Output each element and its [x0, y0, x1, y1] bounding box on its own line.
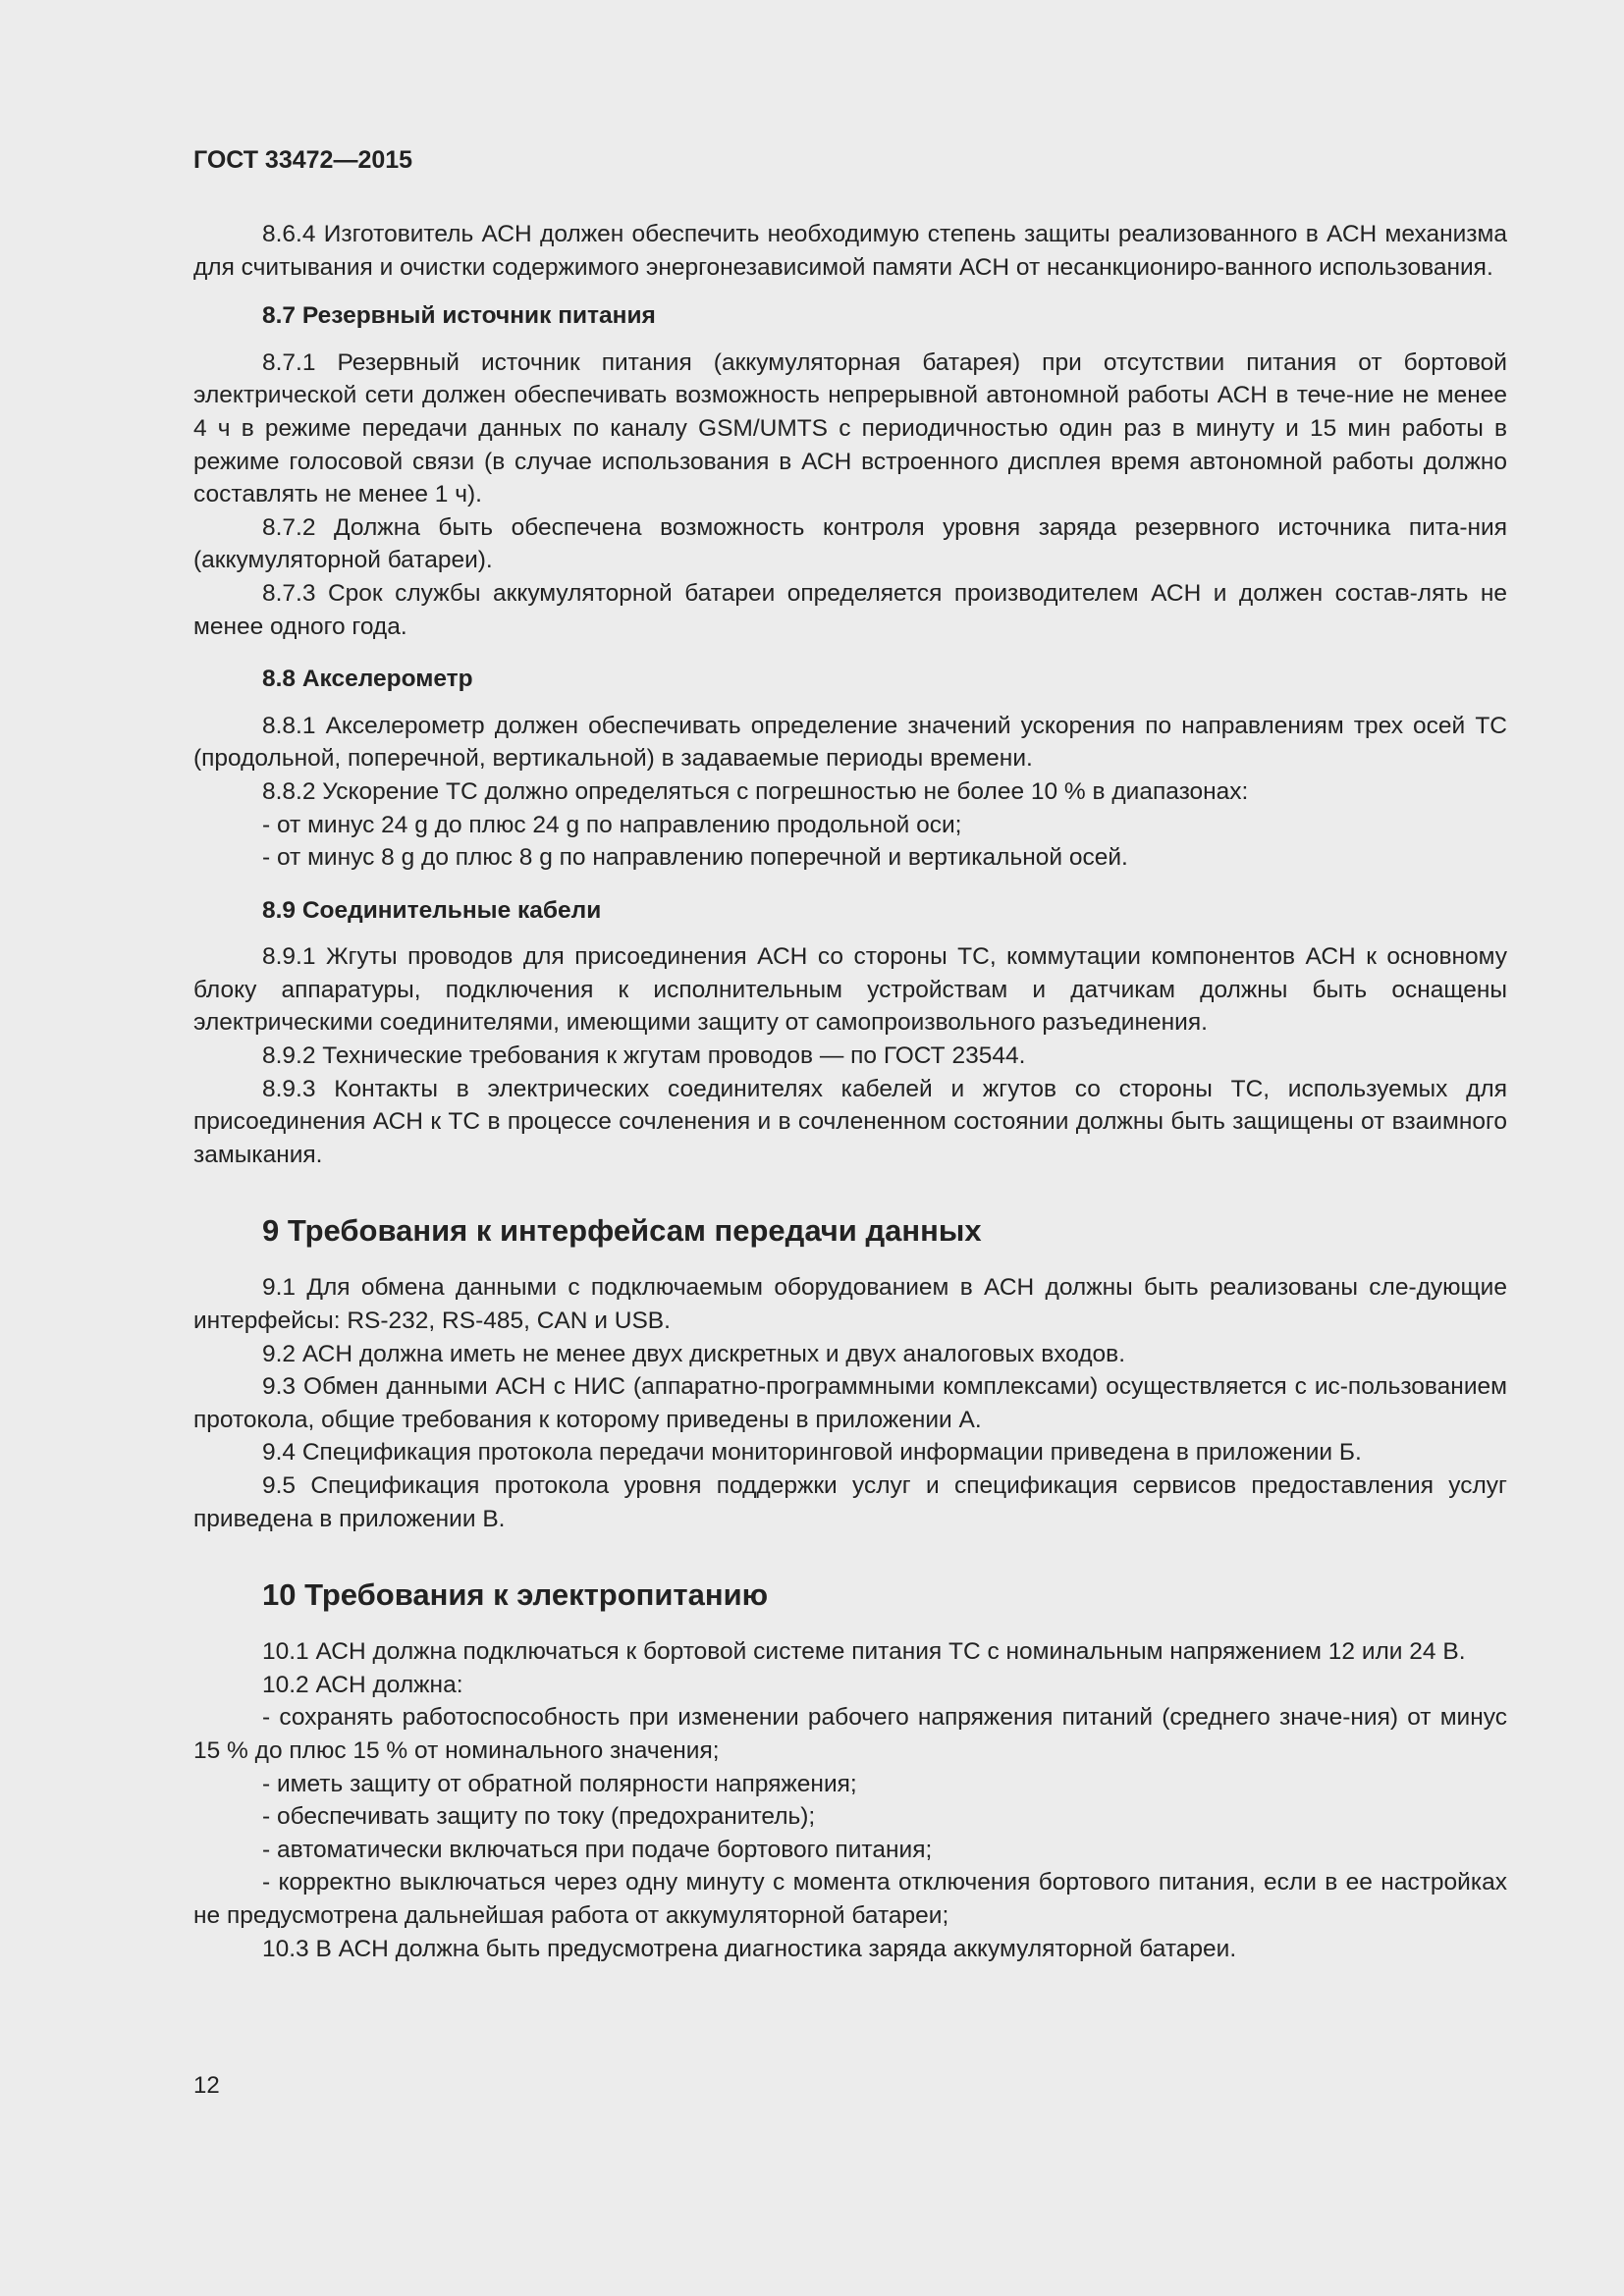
- paragraph-9-1: 9.1 Для обмена данными с подключаемым оборудованием в АСН должны быть реализованы сле-дующие интерфейсы: RS-232, RS-485, CAN и USB.: [193, 1274, 1507, 1335]
- paragraph-9-2: 9.2 АСН должна иметь не менее двух дискретных и двух аналоговых входов.: [262, 1340, 1126, 1367]
- paragraph-8-9-1: 8.9.1 Жгуты проводов для присоединения АСН со стороны ТС, коммутации компонентов АСН к основному блоку аппаратуры, подключения к исполнительным устройствам и датчикам должны быть оснащены электрическими соединителями, имеющими защиту от самопроизвольного разъединения.: [193, 943, 1507, 1037]
- list-item: - от минус 8 g до плюс 8 g по направлению поперечной и вертикальной осей.: [262, 844, 1128, 872]
- paragraph-9-3: 9.3 Обмен данными АСН с НИС (аппаратно-программными комплексами) осуществляется с ис-пользованием протокола, общие требования к которому приведены в приложении А.: [193, 1373, 1507, 1433]
- paragraph-8-9-2: 8.9.2 Технические требования к жгутам проводов — по ГОСТ 23544.: [262, 1042, 1026, 1070]
- list-item: - автоматически включаться при подаче бортового питания;: [262, 1836, 933, 1863]
- paragraph-8-7-1: 8.7.1 Резервный источник питания (аккумуляторная батарея) при отсутствии питания от бортовой электрической сети должен обеспечивать возможность непрерывной автономной работы АСН в тече-ние не менее 4 ч в режиме передачи данных по каналу GSM/UMTS с периодичностью один раз в минуту и 15 мин работы в режиме голосовой связи (в случае использования в АСН встроенного дисплея время автономной работы должно составлять не менее 1 ч).: [193, 348, 1507, 508]
- list-item: - от минус 24 g до плюс 24 g по направлению продольной оси;: [262, 811, 962, 838]
- list-item: - обеспечивать защиту по току (предохранитель);: [262, 1803, 816, 1831]
- paragraph-8-8-2: 8.8.2 Ускорение ТС должно определяться с погрешностью не более 10 % в диапазонах:: [262, 777, 1249, 805]
- list-item: - корректно выключаться через одну минуту с момента отключения бортового питания, если в ее настройках не предусмотрена дальнейшая работа от аккумуляторной батареи;: [193, 1869, 1507, 1929]
- section-heading-8-9: 8.9 Соединительные кабели: [262, 896, 602, 924]
- paragraph-10-2: 10.2 АСН должна:: [262, 1671, 463, 1698]
- paragraph-9-5: 9.5 Спецификация протокола уровня поддержки услуг и спецификация сервисов предоставления услуг приведена в приложении В.: [193, 1472, 1507, 1532]
- list-item: - иметь защиту от обратной полярности напряжения;: [262, 1770, 857, 1797]
- document-code-header: ГОСТ 33472—2015: [193, 146, 413, 174]
- paragraph-8-8-1: 8.8.1 Акселерометр должен обеспечивать определение значений ускорения по направлениям трех осей ТС (продольной, поперечной, вертикальной) в задаваемые периоды времени.: [193, 712, 1507, 773]
- paragraph-8-7-3: 8.7.3 Срок службы аккумуляторной батареи определяется производителем АСН и должен состав-лять не менее одного года.: [193, 579, 1507, 640]
- paragraph-8-7-2: 8.7.2 Должна быть обеспечена возможность контроля уровня заряда резервного источника пита-ния (аккумуляторной батареи).: [193, 513, 1507, 574]
- page-number: 12: [193, 2072, 220, 2099]
- chapter-heading-9: 9 Требования к интерфейсам передачи данных: [262, 1213, 982, 1249]
- section-heading-8-8: 8.8 Акселерометр: [262, 666, 473, 693]
- paragraph-8-9-3: 8.9.3 Контакты в электрических соединителях кабелей и жгутов со стороны ТС, используемых для присоединения АСН к ТС в процессе сочленения и в сочлененном состоянии должны быть защищены от взаимного замыкания.: [193, 1075, 1507, 1168]
- chapter-heading-10: 10 Требования к электропитанию: [262, 1577, 769, 1613]
- document-page: [193, 145, 1507, 1965]
- section-heading-8-7: 8.7 Резервный источник питания: [262, 302, 656, 330]
- paragraph-8-6-4: 8.6.4 Изготовитель АСН должен обеспечить необходимую степень защиты реализованного в АСН механизма для считывания и очистки содержимого энергонезависимой памяти АСН от несанкциониро-ванного использования.: [193, 221, 1507, 281]
- list-item: - сохранять работоспособность при изменении рабочего напряжения питаний (среднего значе-ния) от минус 15 % до плюс 15 % от номинального значения;: [193, 1704, 1507, 1764]
- paragraph-9-4: 9.4 Спецификация протокола передачи мониторинговой информации приведена в приложении Б.: [262, 1439, 1362, 1467]
- paragraph-10-3: 10.3 В АСН должна быть предусмотрена диагностика заряда аккумуляторной батареи.: [262, 1935, 1237, 1962]
- paragraph-10-1: 10.1 АСН должна подключаться к бортовой системе питания ТС с номинальным напряжением 12 или 24 В.: [262, 1638, 1466, 1666]
